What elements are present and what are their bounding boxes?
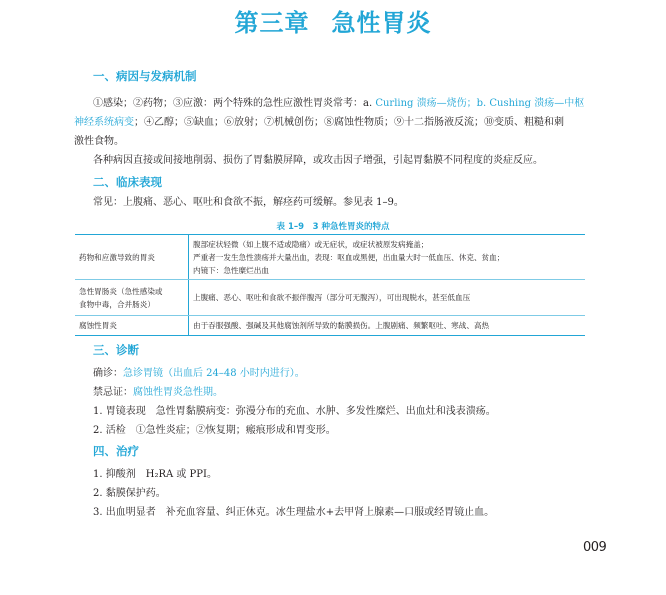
etiology-line-3: 激性食物。 — [74, 136, 124, 147]
etiology-line-1: ①感染；②药物；③应激：两个特殊的急性应激性胃炎常考：a. Curling 溃疡—烧伤；b. Cushing 溃疡—中枢 — [93, 98, 585, 109]
section-heading-clinical: 二、临床表现 — [93, 175, 162, 189]
confirm-line: 确诊：急诊胃镜（出血后 24–48 小时内进行）。 — [93, 368, 305, 379]
chapter-name: 急性胃炎 — [331, 9, 432, 37]
table-cell-type: 药物和应激导致的胃炎 — [75, 235, 189, 280]
table-row — [75, 235, 585, 280]
treatment-item-3: 3. 出血明显者 补充血容量、纠正休克。冰生理盐水+去甲肾上腺素—口服或经胃镜止血。 — [93, 507, 495, 518]
treatment-item-1: 1. 抑酸剂 H₂RA 或 PPI。 — [93, 469, 217, 480]
chapter-number: 第三章 — [234, 9, 310, 37]
chapter-title — [0, 3, 666, 38]
table-cell-type: 急性胃肠炎（急性感染或 食物中毒，合并肠炎） — [75, 280, 189, 316]
section-heading-etiology: 一、病因与发病机制 — [93, 69, 197, 83]
clinical-paragraph: 常见：上腹痛、恶心、呕吐和食欲不振，解痉药可缓解。参见表 1–9。 — [93, 197, 404, 208]
diagnosis-item-1: 1. 胃镜表现 急性胃黏膜病变：弥漫分布的充血、水肿、多发性糜烂、出血灶和浅表溃疡。 — [93, 406, 496, 417]
table-cell-type: 腐蚀性胃炎 — [75, 316, 189, 336]
table-cell-features: 由于吞服强酸、强碱及其他腐蚀剂所导致的黏膜损伤。上腹剧痛、频繁呕吐、寒战、高热 — [189, 316, 586, 336]
section-heading-diagnosis: 三、诊断 — [93, 343, 139, 357]
page-number: 009 — [583, 540, 607, 555]
etiology-paragraph — [74, 94, 613, 170]
contraindication-line: 禁忌证：腐蚀性胃炎急性期。 — [93, 387, 223, 398]
table-cell-features: 上腹痛、恶心、呕吐和食欲不振伴腹泻（部分可无腹泻），可出现脱水，甚至低血压 — [189, 280, 586, 316]
table-cell-features: 腹部症状轻微（如上腹不适或隐痛）或无症状，或症状被原发病掩盖； 严重者一发生急性溃疡并大量出血，表现：呕血或黑便，出血量大时一低血压、休克、贫血； 内镜下：急性糜烂出血 — [189, 235, 586, 280]
cns-lesion-text: 神经系统病变 — [74, 117, 134, 128]
diagnosis-block — [93, 364, 613, 440]
treatment-block — [93, 465, 613, 522]
table-row — [75, 280, 585, 316]
treatment-item-2: 2. 黏膜保护药。 — [93, 488, 166, 499]
table-row — [75, 316, 585, 336]
gastritis-table — [75, 234, 585, 336]
etiology-line-2: 神经系统病变；④乙醇；⑤缺血；⑥放射；⑦机械创伤；⑧腐蚀性物质；⑨十二指肠液反流；⑩变质、粗糙和刺 — [74, 117, 564, 128]
section-heading-treatment: 四、治疗 — [93, 444, 139, 458]
mechanism-paragraph: 各种病因直接或间接地削弱、损伤了胃黏膜屏障，或攻击因子增强，引起胃黏膜不同程度的炎症反应。 — [93, 155, 543, 166]
curling-cushing-text: Curling 溃疡—烧伤；b. Cushing 溃疡—中枢 — [375, 98, 585, 109]
diagnosis-item-2: 2. 活检 ①急性炎症；②恢复期；瘢痕形成和胃变形。 — [93, 425, 336, 436]
table-caption: 表 1–9 3 种急性胃炎的特点 — [276, 222, 390, 232]
